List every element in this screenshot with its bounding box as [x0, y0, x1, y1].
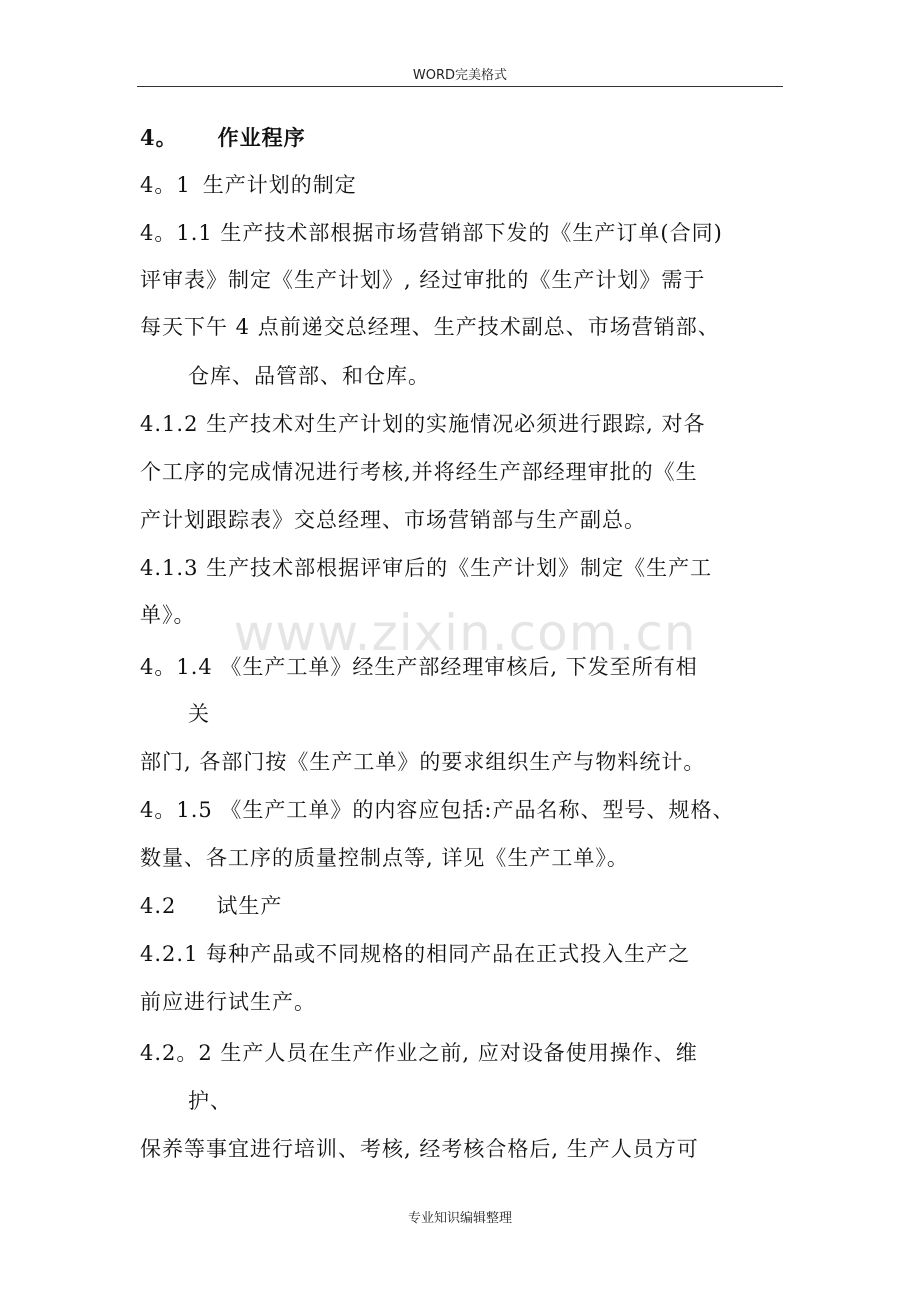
- paragraph-4-1-5-line-1: 4。1.5 《生产工单》的内容应包括:产品名称、型号、规格、: [140, 798, 735, 822]
- section-4-title: 作业程序: [217, 125, 306, 150]
- paragraph-4-1-3-line-1: 4.1.3 生产技术部根据评审后的《生产计划》制定《生产工: [140, 556, 713, 580]
- paragraph-4-1-1-line-3: 每天下午 4 点前递交总经理、生产技术副总、市场营销部、: [140, 315, 720, 339]
- section-4-heading: [140, 124, 306, 152]
- section-4-2-title: 试生产: [216, 894, 283, 918]
- paragraph-4-2-2-line-3: 保养等事宜进行培训、考核, 经考核合格后, 生产人员方可: [140, 1137, 699, 1161]
- section-4-1-number: 4。1: [140, 173, 191, 197]
- section-4-number: 4。: [140, 125, 178, 150]
- section-4-2-number: 4.2: [140, 894, 177, 918]
- paragraph-4-1-3-line-2: 单》。: [140, 603, 196, 627]
- paragraph-4-2-1-line-2: 前应进行试生产。: [140, 990, 316, 1014]
- paragraph-4-1-5-line-2: 数量、各工序的质量控制点等, 详见《生产工单》。: [140, 846, 629, 870]
- paragraph-4-1-4-line-2: 关: [188, 702, 210, 726]
- paragraph-4-1-4-line-1: 4。1.4 《生产工单》经生产部经理审核后, 下发至所有相: [140, 655, 698, 679]
- header-divider: [137, 86, 783, 87]
- paragraph-4-2-1-line-1: 4.2.1 每种产品或不同规格的相同产品在正式投入生产之: [140, 942, 691, 966]
- page-footer: 专业知识编辑整理: [407, 1211, 512, 1226]
- paragraph-4-1-4-line-3: 部门, 各部门按《生产工单》的要求组织生产与物料统计。: [140, 750, 706, 774]
- page-header: WORD完美格式: [412, 68, 508, 83]
- paragraph-4-1-2-line-1: 4.1.2 生产技术对生产计划的实施情况必须进行跟踪, 对各: [140, 412, 706, 436]
- section-4-1-heading: [140, 171, 357, 199]
- paragraph-4-1-2-line-3: 产计划跟踪表》交总经理、市场营销部与生产副总。: [140, 508, 646, 532]
- paragraph-4-2-2-line-1: 4.2。2 生产人员在生产作业之前, 应对设备使用操作、维: [140, 1041, 698, 1065]
- paragraph-4-1-2-line-2: 个工序的完成情况进行考核,并将经生产部经理审批的《生: [140, 460, 698, 484]
- paragraph-4-1-1-line-2: 评审表》制定《生产计划》, 经过审批的《生产计划》需于: [140, 268, 706, 292]
- section-4-1-title: 生产计划的制定: [202, 173, 357, 197]
- paragraph-4-1-1-line-4: 仓库、品管部、和仓库。: [188, 364, 430, 388]
- watermark: www.zixin.com.cn: [233, 604, 697, 662]
- paragraph-4-1-1-line-1: 4。1.1 生产技术部根据市场营销部下发的《生产订单(合同): [140, 221, 723, 245]
- paragraph-4-2-2-line-2: 护、: [188, 1089, 232, 1113]
- section-4-2-heading: [140, 892, 282, 920]
